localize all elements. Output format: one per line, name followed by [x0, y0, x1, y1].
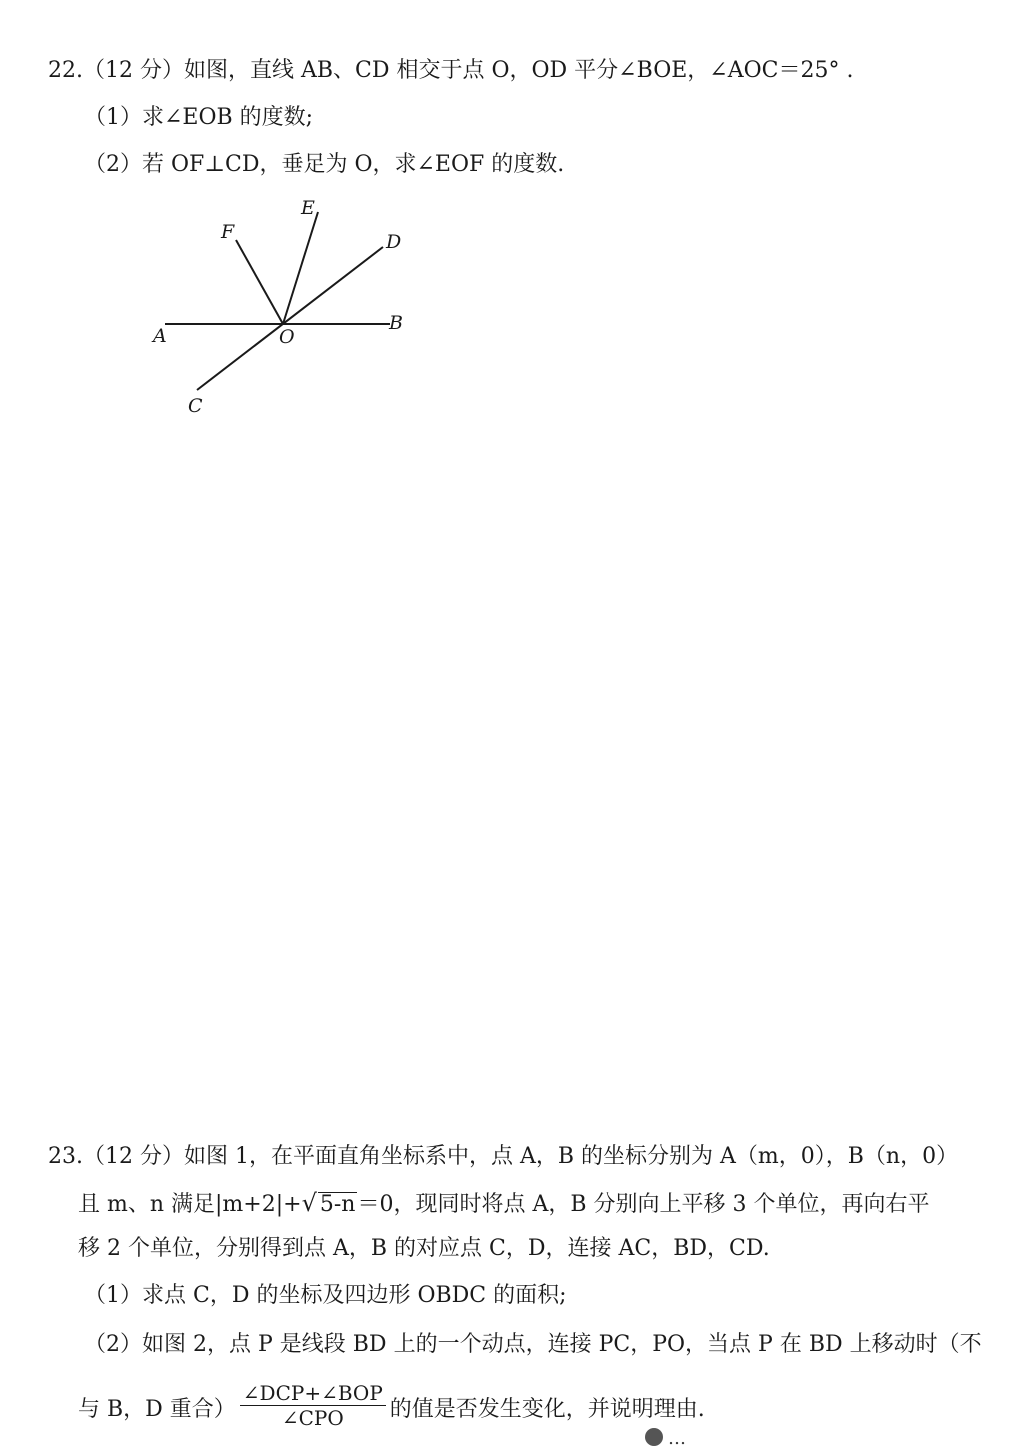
label-A: A: [153, 325, 167, 347]
q23-condition-before: 且 m、n 满足|m+2|+: [78, 1192, 302, 1217]
q23-part2-before: 与 B，D 重合）: [78, 1396, 236, 1422]
label-F: F: [221, 221, 235, 243]
q22-part2: （2）若 OF⊥CD，垂足为 O，求∠EOF 的度数.: [84, 152, 565, 177]
geometry-figure: [140, 190, 430, 430]
angle-fraction: [240, 1381, 386, 1430]
fraction-denominator: ∠CPO: [281, 1406, 344, 1430]
watermark-icon: [645, 1428, 663, 1446]
ray-OF: [236, 240, 283, 324]
q23-heading: 23.（12 分）如图 1，在平面直角坐标系中，点 A，B 的坐标分别为 A（m，0），B（n，0）: [48, 1144, 959, 1169]
q23-sqrt-radicand: 5-n: [319, 1192, 356, 1217]
q23-part2-after: 的值是否发生变化，并说明理由.: [389, 1396, 705, 1422]
q22-heading: 22.（12 分）如图，直线 AB、CD 相交于点 O，OD 平分∠BOE，∠AOC＝25° .: [48, 58, 854, 83]
ray-OE: [283, 212, 318, 324]
q23-part1: （1）求点 C，D 的坐标及四边形 OBDC 的面积;: [84, 1283, 567, 1308]
q22-part1: （1）求∠EOB 的度数;: [84, 105, 314, 130]
q23-translation-line: 移 2 个单位，分别得到点 A，B 的对应点 C，D，连接 AC，BD，CD.: [78, 1236, 770, 1261]
label-E: E: [301, 197, 315, 219]
label-C: C: [188, 395, 203, 417]
line-CD: [197, 247, 383, 390]
label-O: O: [279, 326, 295, 348]
sqrt-icon: √: [301, 1189, 317, 1217]
q23-condition-after: ＝0，现同时将点 A，B 分别向上平移 3 个单位，再向右平: [357, 1192, 930, 1217]
q23-part2: （2）如图 2，点 P 是线段 BD 上的一个动点，连接 PC，PO，当点 P 在 BD 上移动时（不: [84, 1332, 982, 1357]
q23-condition-line: [78, 1188, 930, 1220]
label-B: B: [389, 312, 403, 334]
q23-part2-continued: [78, 1381, 705, 1434]
watermark-text: …: [668, 1428, 686, 1449]
label-D: D: [386, 231, 402, 253]
fraction-numerator: ∠DCP+∠BOP: [240, 1381, 386, 1406]
